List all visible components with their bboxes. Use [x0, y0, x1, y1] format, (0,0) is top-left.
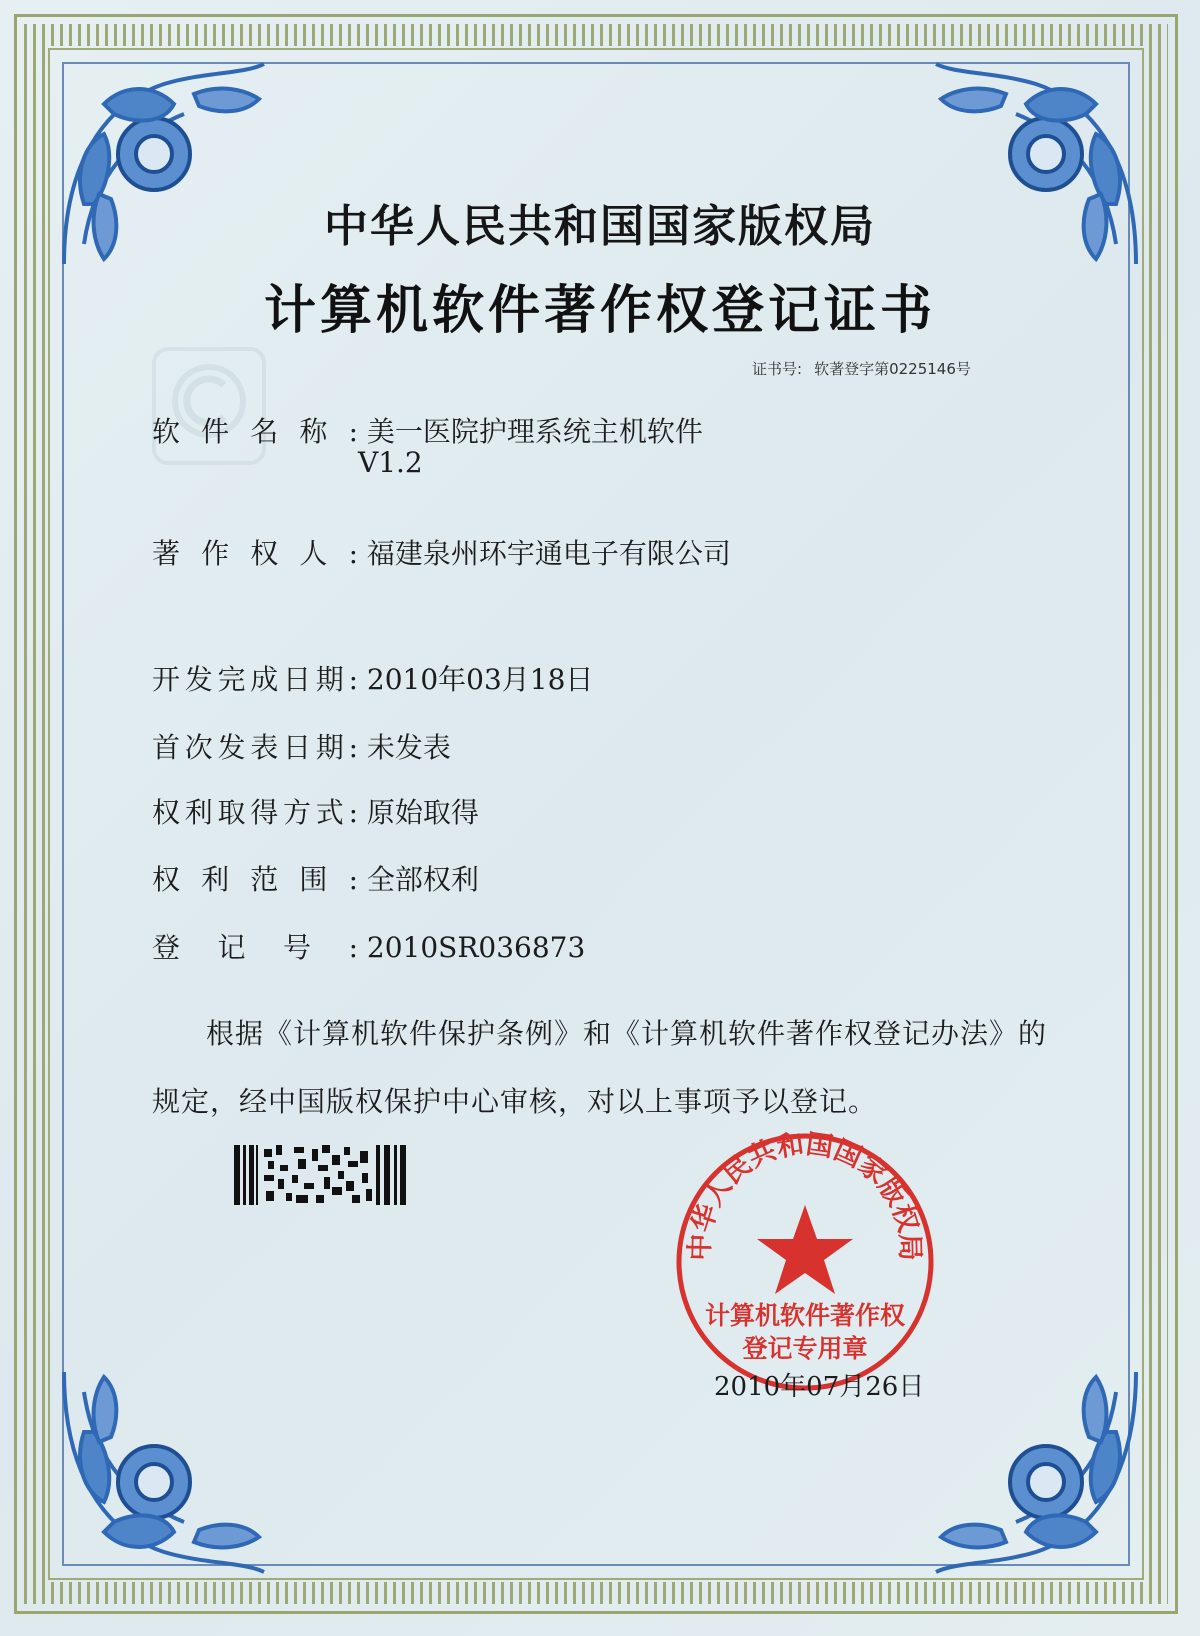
seal-arc-text: 中华人民共和国国家版权局: [684, 1128, 926, 1262]
field-rights-scope: [152, 858, 479, 898]
completion-date-value: 2010年03月18日: [366, 663, 594, 696]
statement-line-2: 规定，经中国版权保护中心审核，对以上事项予以登记。: [152, 1085, 878, 1118]
corner-ornament-bottom-right: [916, 1352, 1156, 1592]
field-first-publication-date: [152, 726, 451, 766]
seal-line-1: 计算机软件著作权: [704, 1301, 906, 1330]
field-copyright-owner: [152, 532, 731, 572]
seal-line-2: 登记专用章: [742, 1334, 868, 1363]
acquisition-method-value: 原始取得: [366, 796, 479, 829]
certificate-number-value: 软著登字第0225146号: [814, 360, 971, 378]
field-completion-date: [152, 658, 593, 698]
software-name-value: 美一医院护理系统主机软件: [366, 415, 703, 448]
field-software-name: [152, 410, 703, 479]
certificate-number: [752, 358, 983, 379]
field-acquisition-method: [152, 791, 479, 831]
first-publication-date-label: 首次发表日期:: [152, 731, 358, 764]
copyright-owner-label: 著作权人:: [152, 537, 358, 570]
issuing-authority: 中华人民共和国国家版权局: [324, 201, 876, 252]
first-publication-date-value: 未发表: [366, 731, 451, 764]
field-registration-number: [152, 926, 585, 966]
rights-scope-value: 全部权利: [366, 863, 479, 896]
registration-number-value: 2010SR036873: [366, 931, 586, 964]
barcode: [234, 1145, 406, 1205]
rights-scope-label: 权利范围:: [152, 863, 358, 896]
certificate-title: 计算机软件著作权登记证书: [263, 281, 936, 341]
software-version-value: V1.2: [358, 446, 423, 479]
completion-date-label: 开发完成日期:: [152, 663, 358, 696]
statement-line-1: 根据《计算机软件保护条例》和《计算机软件著作权登记办法》的: [206, 1017, 1048, 1050]
copyright-owner-value: 福建泉州环宇通电子有限公司: [366, 537, 731, 570]
issue-date: 2010年07月26日: [714, 1372, 925, 1402]
official-seal: [670, 1127, 940, 1397]
registration-number-label: 登记号:: [152, 931, 358, 964]
software-name-label: 软件名称:: [152, 415, 358, 448]
certificate-number-label: 证书号:: [752, 360, 803, 378]
acquisition-method-label: 权利取得方式:: [152, 796, 358, 829]
seal-star-icon: [757, 1205, 853, 1294]
corner-ornament-bottom-left: [44, 1352, 284, 1592]
